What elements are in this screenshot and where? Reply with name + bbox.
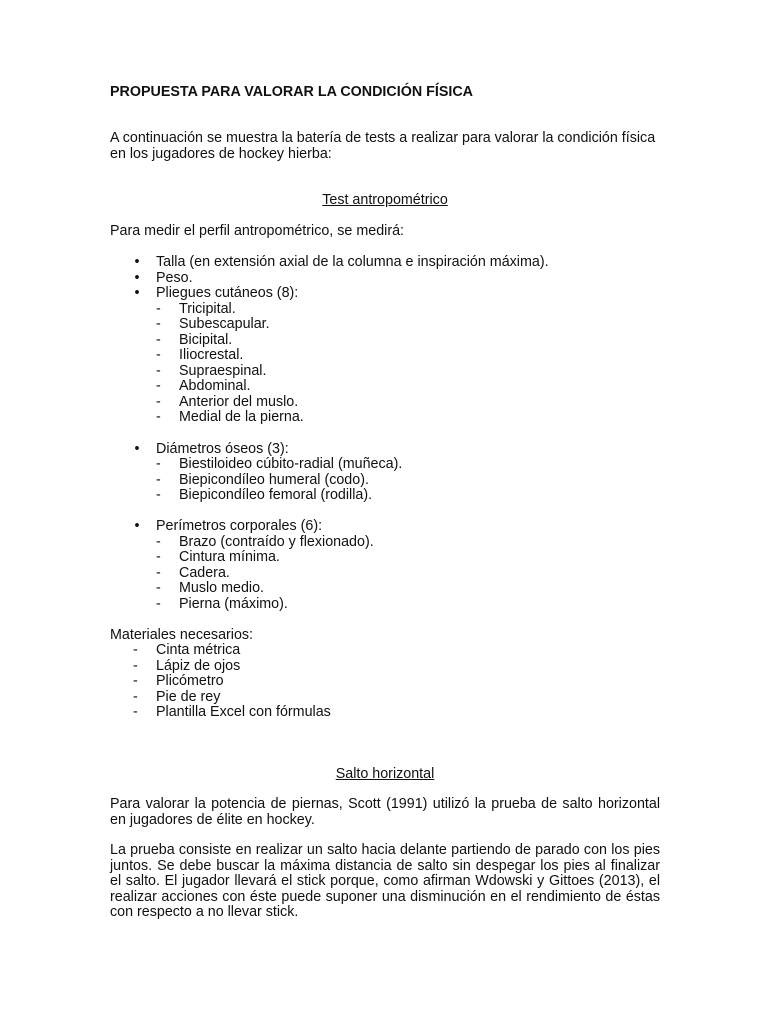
list-item-label: Pliegues cutáneos (8): [156,285,299,301]
dash-icon: - [156,472,161,488]
materials-item-label: Cinta métrica [156,642,241,658]
dash-icon: - [156,409,161,425]
sub-item-label: Pierna (máximo). [179,596,288,612]
salto-paragraph-2: La prueba consiste en realizar un salto hacia delante partiendo de parado con los pies juntos. Se debe buscar la máxima distancia de salto sin despegar los pies al finalizar el salto. El jugador llevará el stick porque, como afirman Wdowski y Gittoes (2013), el realizar acciones con éste puede suponer una disminución en el rendimiento de éstas con respecto a no llevar stick. [110,842,660,921]
bullet-icon: • [134,285,140,301]
dash-icon: - [156,456,161,472]
intro-paragraph: A continuación se muestra la batería de tests a realizar para valorar la condición física en los jugadores de hockey hierba: [110,130,656,162]
dash-icon: - [133,673,138,689]
dash-icon: - [133,642,138,658]
sub-item-label: Abdominal. [179,378,251,394]
materials-label: Materiales necesarios: [110,627,254,643]
sub-item-label: Medial de la pierna. [179,409,304,425]
dash-icon: - [156,487,161,503]
sub-item-label: Biepicondíleo femoral (rodilla). [179,487,373,503]
sub-item-label: Brazo (contraído y flexionado). [179,534,374,550]
bullet-icon: • [134,518,140,534]
materials-item-label: Pie de rey [156,689,221,705]
sub-item-label: Subescapular. [179,316,270,332]
sub-item-label: Biepicondíleo humeral (codo). [179,472,369,488]
sub-item-label: Biestiloideo cúbito-radial (muñeca). [179,456,403,472]
dash-icon: - [133,689,138,705]
section-heading-antropometrico: Test antropométrico [322,192,448,208]
page-title: PROPUESTA PARA VALORAR LA CONDICIÓN FÍSICA [110,84,473,100]
dash-icon: - [133,704,138,720]
salto-paragraph-1: Para valorar la potencia de piernas, Scott (1991) utilizó la prueba de salto horizontal en jugadores de élite en hockey. [110,796,660,828]
bullet-icon: • [134,441,140,457]
sub-item-label: Cadera. [179,565,230,581]
dash-icon: - [156,347,161,363]
dash-icon: - [156,580,161,596]
dash-icon: - [156,534,161,550]
dash-icon: - [156,378,161,394]
bullet-icon: • [134,254,140,270]
dash-icon: - [156,316,161,332]
dash-icon: - [156,332,161,348]
sub-item-label: Supraespinal. [179,363,267,379]
dash-icon: - [156,596,161,612]
section-heading-salto: Salto horizontal [335,766,435,782]
list-item-label: Peso. [156,270,193,286]
dash-icon: - [133,658,138,674]
dash-icon: - [156,363,161,379]
dash-icon: - [156,549,161,565]
materials-item-label: Lápiz de ojos [156,658,241,674]
bullet-icon: • [134,270,140,286]
dash-icon: - [156,565,161,581]
materials-item-label: Plantilla Excel con fórmulas [156,704,331,720]
sub-item-label: Iliocrestal. [179,347,244,363]
sub-item-label: Bicipital. [179,332,233,348]
dash-icon: - [156,394,161,410]
section-lead: Para medir el perfil antropométrico, se medirá: [110,223,405,239]
materials-item-label: Plicómetro [156,673,224,689]
sub-item-label: Muslo medio. [179,580,265,596]
list-item-label: Perímetros corporales (6): [156,518,323,534]
sub-item-label: Anterior del muslo. [179,394,299,410]
list-item-label: Talla (en extensión axial de la columna e inspiración máxima). [156,254,549,270]
dash-icon: - [156,301,161,317]
sub-item-label: Cintura mínima. [179,549,280,565]
sub-item-label: Tricipital. [179,301,236,317]
list-item-label: Diámetros óseos (3): [156,441,289,457]
